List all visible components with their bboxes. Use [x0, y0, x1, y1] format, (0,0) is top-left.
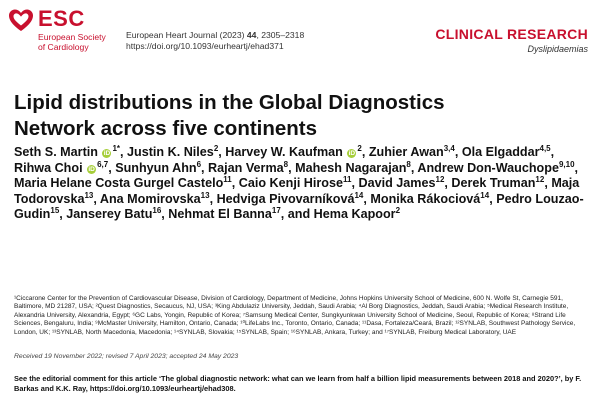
- author-affiliation-ref: 6,7: [97, 159, 109, 169]
- article-category: [435, 26, 588, 54]
- journal-volume: 44: [246, 30, 257, 40]
- author-name[interactable]: Hedviga Pivovarníková: [216, 191, 355, 206]
- author-affiliation-ref: 12: [535, 175, 545, 184]
- author-name[interactable]: David James: [358, 176, 436, 191]
- author-name[interactable]: Derek Truman: [451, 176, 536, 191]
- journal-citation: [126, 30, 304, 52]
- author-name[interactable]: Justin K. Niles: [127, 145, 214, 159]
- author-name[interactable]: Maja Todorovska: [14, 176, 580, 206]
- author-affiliation-ref: 3,4: [443, 143, 455, 153]
- author-entry: [358, 176, 444, 190]
- author-affiliation-ref: 4,5: [539, 143, 551, 153]
- author-name[interactable]: Ana Momirovska: [99, 191, 201, 206]
- journal-pages: , 2305–2318: [256, 30, 305, 40]
- author-affiliation-ref: 11: [223, 175, 232, 184]
- author-name[interactable]: Nehmat El Banna: [168, 207, 272, 222]
- author-entry: [115, 161, 201, 175]
- author-affiliation-ref: 13: [84, 190, 94, 200]
- author-entry: [451, 176, 544, 190]
- author-entry: [295, 161, 411, 175]
- author-entry: [66, 207, 161, 221]
- author-name[interactable]: Hema Kapoor: [313, 207, 396, 222]
- author-affiliation-ref: 6: [196, 159, 202, 169]
- author-entry: [462, 145, 551, 159]
- author-entry: [239, 176, 352, 190]
- author-entry: [14, 176, 232, 190]
- author-entry: [14, 161, 108, 175]
- author-affiliation-ref: 13: [200, 190, 210, 200]
- author-name[interactable]: Caio Kenji Hirose: [238, 176, 344, 191]
- logo-org-name: [38, 32, 128, 52]
- title-line-2: Network across five continents: [14, 117, 318, 140]
- author-affiliation-ref: 16: [152, 206, 162, 216]
- title-line-1: Lipid distributions in the Global Diagnostics: [14, 91, 445, 114]
- author-name[interactable]: Monika Rákociová: [370, 191, 481, 206]
- author-entry: [225, 145, 362, 159]
- esc-logo[interactable]: [6, 6, 116, 62]
- author-entry: [100, 192, 210, 206]
- author-affiliation-ref: 12: [435, 175, 445, 184]
- subcategory-label: Dyslipidaemias: [527, 44, 588, 54]
- author-affiliation-ref: 14: [480, 190, 490, 200]
- orcid-icon[interactable]: iD: [88, 165, 95, 173]
- author-entry: [217, 192, 364, 206]
- logo-org-line2: of Cardiology: [38, 42, 89, 52]
- received-dates: Received 19 November 2022; revised 7 April 2023; accepted 24 May 2023: [14, 353, 239, 360]
- author-entry: [168, 207, 280, 221]
- article-title: [14, 90, 584, 142]
- heart-logo-icon: [8, 8, 34, 34]
- author-entry: [208, 161, 288, 175]
- author-entry: [370, 192, 489, 206]
- author-affiliation-ref: 17: [271, 206, 281, 216]
- author-name[interactable]: Rajan Verma: [208, 160, 284, 175]
- journal-line: [126, 30, 304, 41]
- author-affiliation-ref: 14: [354, 190, 364, 200]
- author-affiliation-ref: 11: [343, 175, 352, 184]
- author-affiliation-ref: 9,10: [558, 159, 575, 169]
- author-affiliation-ref: 15: [50, 206, 60, 216]
- author-name[interactable]: Zuhier Awan: [368, 145, 444, 159]
- journal-doi-link[interactable]: https://doi.org/10.1093/eurheartj/ehad371: [126, 41, 284, 51]
- author-name[interactable]: Andrew Don-Wauchope: [417, 160, 559, 175]
- author-name[interactable]: Sunhyun Ahn: [115, 160, 197, 175]
- author-entry: [369, 145, 455, 159]
- author-affiliation-ref: 2: [357, 143, 362, 153]
- author-name[interactable]: Pedro Louzao-Gudin: [14, 191, 584, 222]
- logo-brand-text: ESC: [38, 6, 85, 31]
- journal-name: European Heart Journal (2023): [126, 30, 247, 40]
- author-affiliation-ref: 8: [283, 159, 289, 169]
- author-entry: [127, 145, 218, 159]
- author-affiliation-ref: 1*: [112, 143, 121, 153]
- author-name[interactable]: Ola Elgaddar: [461, 145, 540, 159]
- author-entry: [14, 145, 120, 159]
- author-list: Seth S. Martin $iD^{1*}$, Justin K. Niles$^2$, Harvey W. Kaufman $iD^2$, Zuhier Awan$^{3,4}$, Ola Elgaddar$^{4,5}$, Rihwa Choi iD$^{6,7}$, Sunhyun Ahn$^6$, Rajan Verma$^8$, Mahesh Nagarajan$^8$, Andrew Don-Wauchope$^{9,10}$, Maria Helane Costa Gurgel Castelo$^{11}$, Caio Kenji Hirose$^{11}$, David James$^{12}$, Derek Truman$^{12}$, Maja Todorovska$^{13}$, Ana Momirovska$^{13}$, Hedviga Pivovarníková$^{14}$, Monika Rákociová$^{14}$, Pedro Louzao-Gudin$^{15}$, Janserey Batu$^{16}$, Nehmat El Banna$^{17}$, and Hema Kapoor$^2$: [14, 143, 584, 222]
- author-affiliation-ref: 2: [395, 206, 401, 216]
- logo-org-line1: European Society: [38, 32, 106, 42]
- author-affiliation-ref: 8: [406, 159, 411, 169]
- author-entry: [314, 207, 400, 221]
- author-name[interactable]: Mahesh Nagarajan: [295, 160, 407, 175]
- author-name[interactable]: Seth S. Martin: [14, 145, 98, 159]
- article-header: [6, 6, 594, 66]
- category-label: CLINICAL RESEARCH: [435, 26, 588, 42]
- author-name[interactable]: Maria Helane Costa Gurgel Castelo: [14, 176, 224, 191]
- author-entry: [417, 161, 574, 175]
- author-name[interactable]: Rihwa Choi: [14, 160, 83, 175]
- author-name[interactable]: Janserey Batu: [66, 207, 153, 222]
- author-name[interactable]: Harvey W. Kaufman: [225, 145, 343, 159]
- orcid-icon[interactable]: iD: [103, 150, 111, 157]
- orcid-icon[interactable]: iD: [348, 150, 356, 157]
- author-affiliation-ref: 2: [213, 143, 219, 153]
- affiliations: ¹Ciccarone Center for the Prevention of Cardiovascular Disease, Division of Cardiology, Department of Medicine, Johns Hopkins University School of Medicine, 600 N. Wolfe St, Carnegie 591, Baltimore, MD 21287, USA; ²Quest Diagnostics, Secaucus, NJ, USA; ³King Abdulaziz University, Jeddah, Saudi Arabia; ⁴Al Borg Diagnostics, Jeddah, Saudi Arabia; ⁵Medical Research Institute, Alexandria University, Alexandria, Egypt; ⁶GC Labs, Yongin, Republic of Korea; ⁷Samsung Medical Center, Sungkyunkwan University School of Medicine, Seoul, Republic of Korea; ⁸Strand Life Sciences, Bengaluru, India; ⁹McMaster University, Hamilton, Ontario, Canada; ¹⁰LifeLabs Inc., Toronto, Ontario, Canada; ¹¹Dasa, Fortaleza/Ceará, Brazil; ¹²SYNLAB, Southwest Pathology Service, London, UK; ¹³SYNLAB, North Macedonia, Macedonia; ¹⁴SYNLAB, Slovakia; ¹⁵SYNLAB, Spain; ¹⁶SYNLAB, Ankara, Turkey; and ¹⁷SYNLAB, Freiburg Medical Laboratory, UAE: [14, 295, 576, 336]
- editorial-note[interactable]: See the editorial comment for this article ‘The global diagnostic network: what can we learn from half a billion lipid measurements between 2018 and 2020?’, by F. Barkas and K.K. Ray, https://doi.org/10.1093/eurheartj/ehad308.: [14, 374, 582, 393]
